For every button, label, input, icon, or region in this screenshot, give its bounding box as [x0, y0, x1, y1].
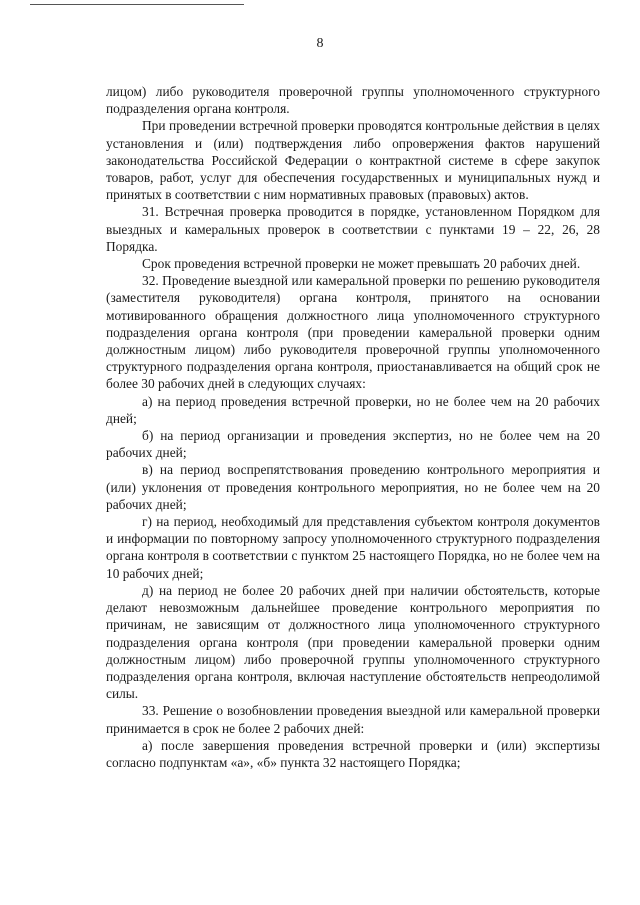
paragraph-32: 32. Проведение выездной или камеральной проверки по решению руководителя (заместителя руководителя) органа контроля, принятого на основании мотивированного обращения должностного лица уполномоченного структурного подразделения органа контроля (при проведении камеральной проверки одним должностным лицом) либо руководителя проверочной группы уполномоченного структурного подразделения органа контроля, приостанавливается на общий срок не более 30 рабочих дней в следующих случаях: — [106, 273, 600, 392]
paragraph-32-v: в) на период воспрепятствования проведению контрольного мероприятия и (или) уклонения от проведения контрольного мероприятия, но не более чем на 20 рабочих дней; — [106, 462, 600, 512]
paragraph-32-d: д) на период не более 20 рабочих дней при наличии обстоятельств, которые делают невозможным дальнейшее проведение контрольного мероприятия по причинам, не зависящим от должностного лица уполномоченного структурного подразделения органа контроля (при проведении камеральной проверки одним должностным лицом) либо проверочной группы уполномоченного структурного подразделения органа контроля, включая наступление обстоятельств непреодолимой силы. — [106, 582, 600, 702]
paragraph-31-term: Срок проведения встречной проверки не может превышать 20 рабочих дней. — [142, 256, 581, 272]
paragraph-32-b: б) на период организации и проведения экспертиз, но не более чем на 20 рабочих дней; — [106, 428, 600, 461]
paragraph-32-g: г) на период, необходимый для представления субъектом контроля документов и информации по повторному запросу уполномоченного структурного подразделения органа контроля в соответствии с пунктом 25 настоящего Порядка, но не более чем на 10 рабочих дней; — [106, 514, 600, 581]
paragraph-counter-check-purpose: При проведении встречной проверки проводятся контрольные действия в целях установления и (или) подтверждения либо опровержения фактов нарушений законодательства Российской Федерации о контрактной системе в сфере закупок товаров, работ, услуг для обеспечения государственных и муниципальных нужд и принятых в соответствии с ним нормативных правовых (правовых) актов. — [106, 118, 600, 203]
page-number: 8 — [316, 36, 324, 51]
paragraph-31: 31. Встречная проверка проводится в порядке, установленном Порядком для выездных и камеральных проверок в соответствии с пунктами 19 – 22, 26, 28 Порядка. — [106, 204, 600, 254]
paragraph-33-a: а) после завершения проведения встречной проверки и (или) экспертизы согласно подпунктам «а», «б» пункта 32 настоящего Порядка; — [106, 737, 600, 770]
paragraph-32-a: а) на период проведения встречной проверки, но не более чем на 20 рабочих дней; — [106, 393, 600, 426]
top-rule — [30, 4, 244, 5]
paragraph-33: 33. Решение о возобновлении проведения выездной или камеральной проверки принимается в срок не более 2 рабочих дней: — [106, 703, 600, 736]
document-body — [106, 83, 600, 771]
paragraph-continuation: лицом) либо руководителя проверочной группы уполномоченного структурного подразделения органа контроля. — [106, 84, 600, 117]
